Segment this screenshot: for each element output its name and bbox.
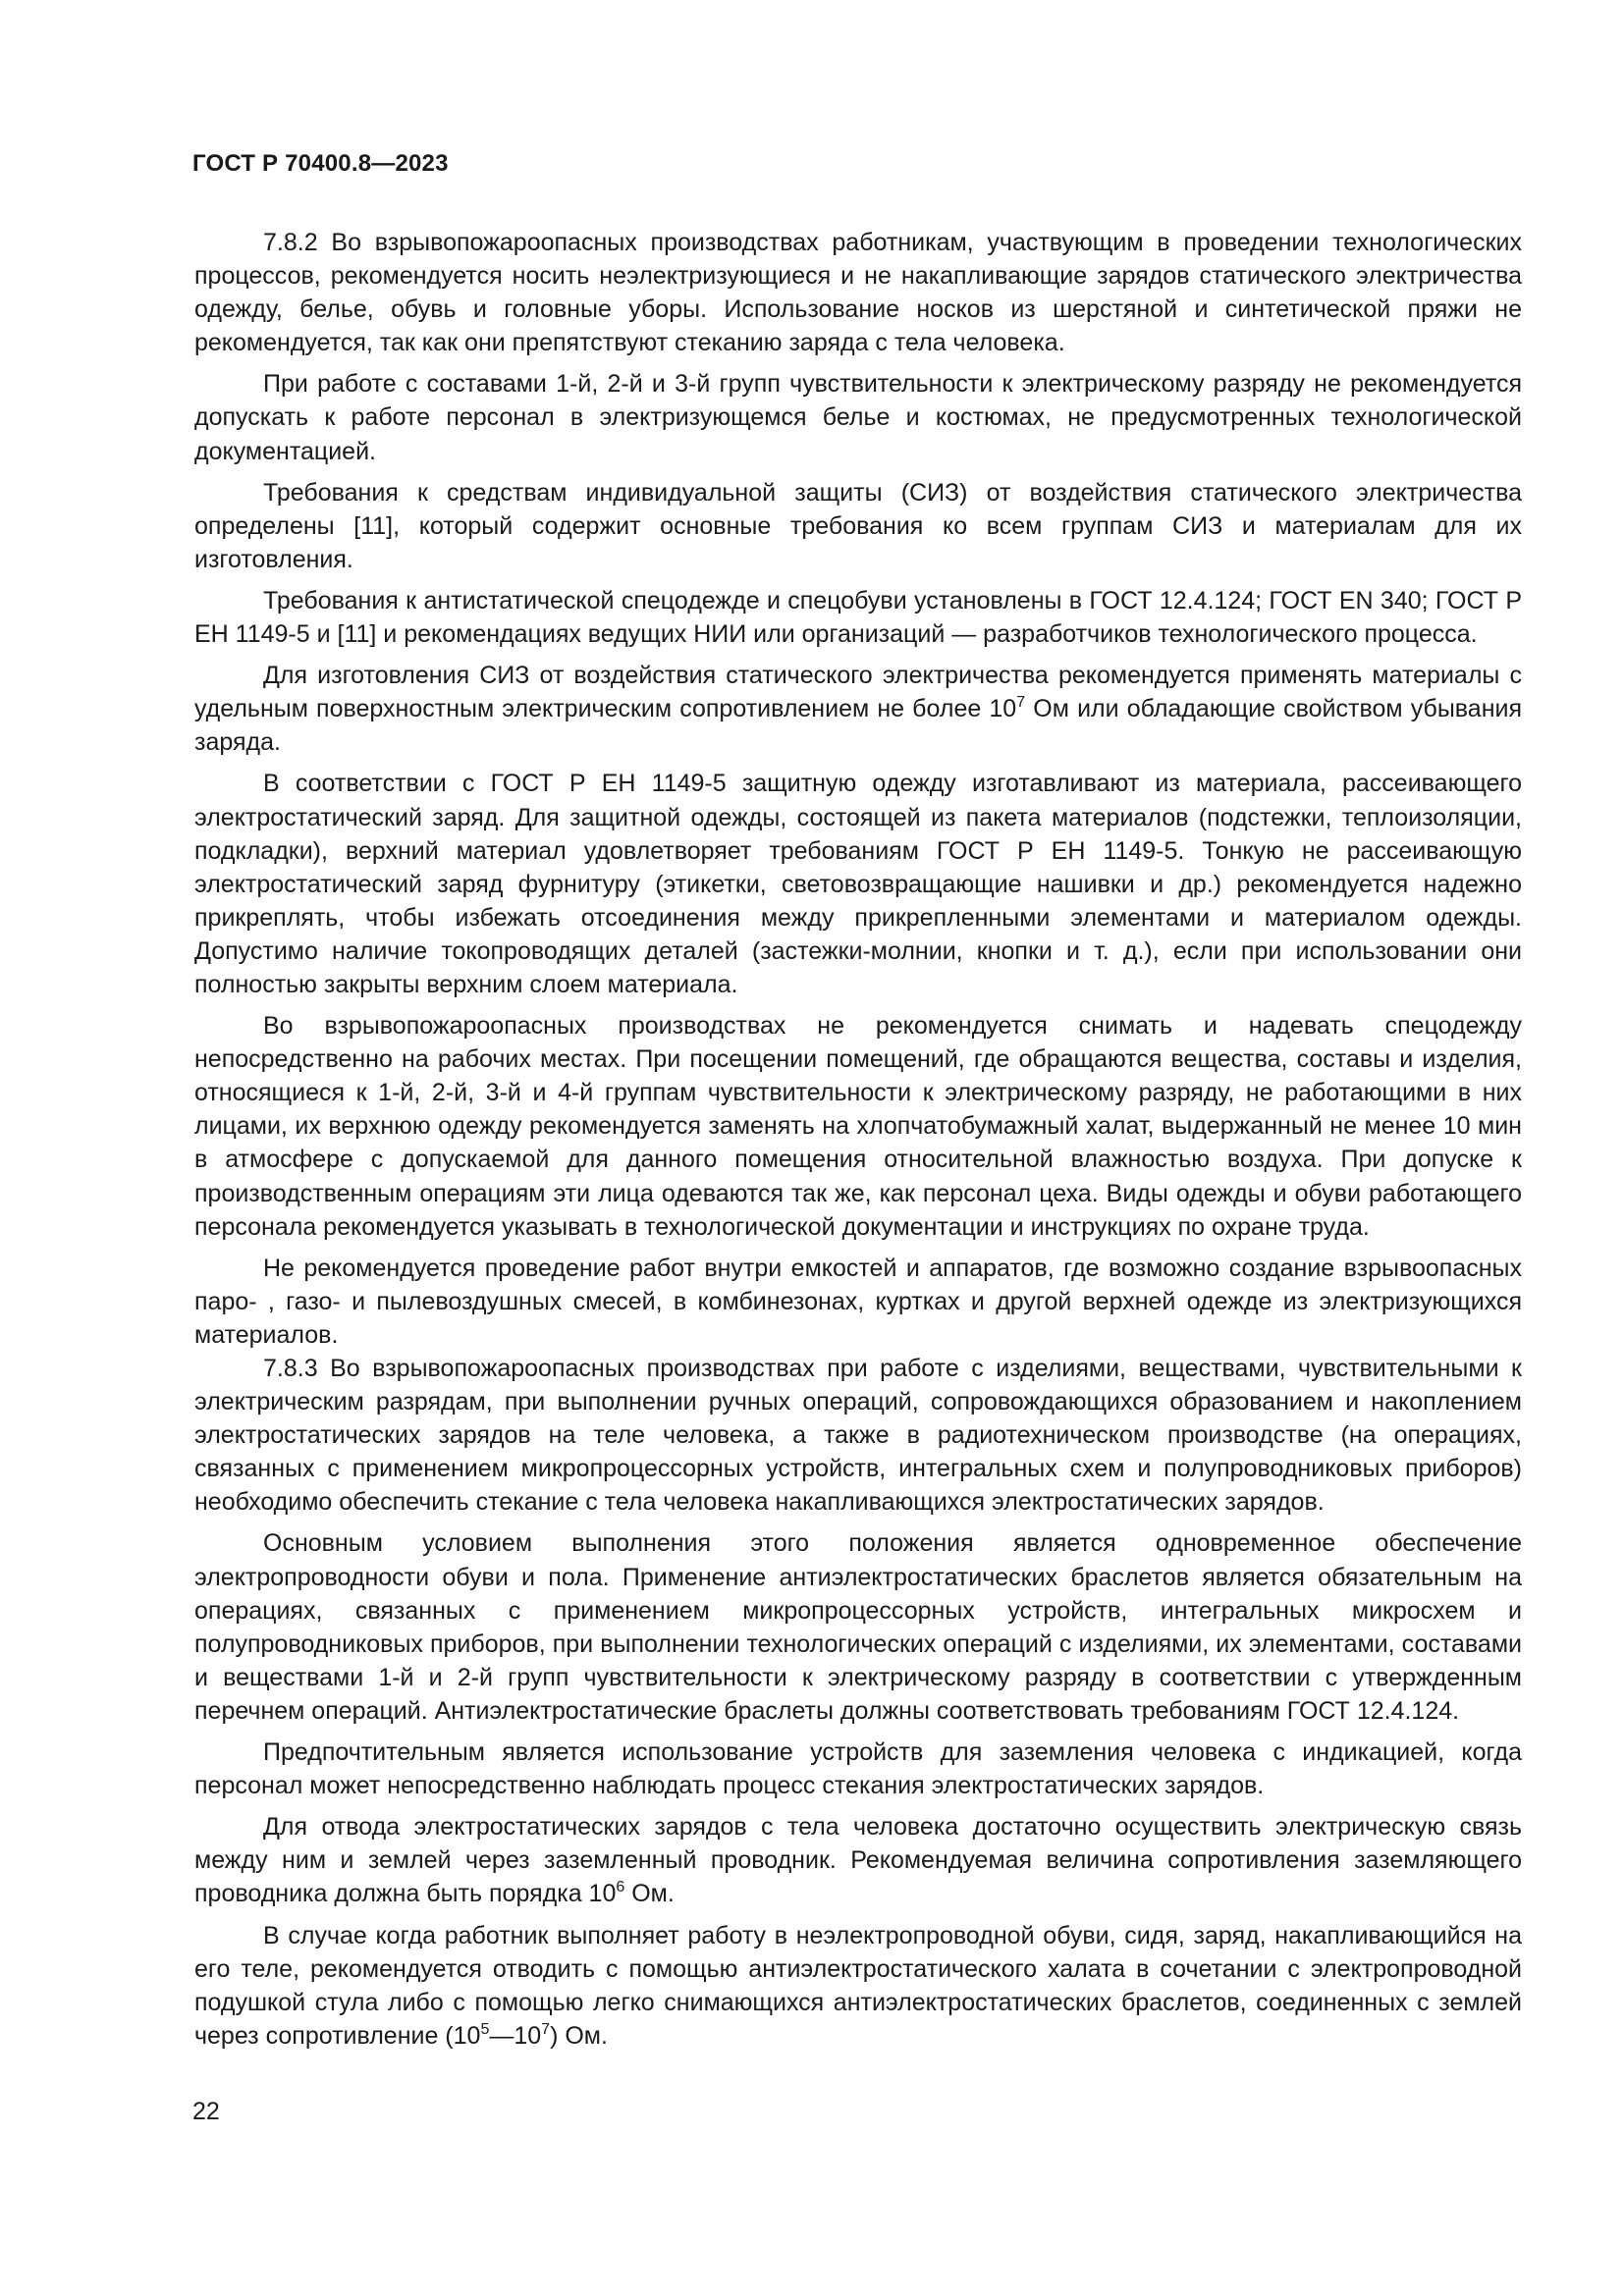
exponent: 6 [616,1879,625,1896]
paragraph: Во взрывопожароопасных производствах не рекомендуется снимать и надевать спецодежду непосредственно на рабочих местах. При посещении помещений, где обращаются вещества, составы и изделия, относящиеся к 1-й, 2-й, 3-й и 4-й группам чувствительности к электрическому разряду, не работающими в них лицами, их верхнюю одежду рекомендуется заменять на хлопчатобумажный халат, выдержанный не менее 10 мин в атмосфере с допускаемой для данного помещения относительной влажностью воздуха. При допуске к производственным операциям эти лица одеваются так же, как персонал цеха. Виды одежды и обуви работающего персонала рекомендуется указывать в технологической документации и инструкциях по охране труда. [194,1012,1522,1241]
paragraph-text: Ом или обладающие свойством убывания заряда. [194,695,1523,757]
paragraph: Не рекомендуется проведение работ внутри емкостей и аппаратов, где возможно создание взрывоопасных паро- , газо- и пылевоздушных смесей, в комбинезонах, куртках и другой верхней одежде из электризующихся материалов. [194,1254,1522,1349]
exponent: 5 [480,2020,490,2038]
paragraph: При работе с составами 1-й, 2-й и 3-й групп чувствительности к электрическому разряду не рекомендуется допускать к работе персонал в электризующемся белье и костюмах, не предусмотренных технологической документацией. [194,370,1522,465]
document-header-title: ГОСТ Р 70400.8—2023 [192,150,449,177]
paragraph-text: —10 [489,2021,542,2050]
paragraph-text: Для изготовления СИЗ от воздействия статического электричества рекомендуется применять материалы с удельным поверхностным электрическим сопротивлением не более 10 [194,662,1522,723]
exponent: 7 [541,2020,551,2038]
paragraph: 7.8.3 Во взрывопожароопасных производствах при работе с изделиями, веществами, чувствительными к электрическим разрядам, при выполнении ручных операций, сопровождающихся образованием и накоплением электростатических зарядов на теле человека, а также в радиотехническом производстве (на операциях, связанных с применением микропроцессорных устройств, интегральных схем и полупроводниковых приборов) необходимо обеспечить стекание с тела человека накапливающихся электростатических зарядов. [194,1355,1522,1517]
paragraph [194,659,1522,759]
paragraph-text: ) Ом. [550,2021,608,2050]
paragraph: Требования к средствам индивидуальной защиты (СИЗ) от воздействия статического электричества определены [11], который содержит основные требования ко всем группам СИЗ и материалам для их изготовления. [194,478,1522,573]
paragraph: Основным условием выполнения этого положения является одновременное обеспечение электропроводности обуви и пола. Применение антиэлектростатических браслетов является обязательным на операциях, связанных с применением микропроцессорных устройств, интегральных микросхем и полупроводниковых приборов, при выполнении технологических операций с изделиями, их элементами, составами и веществами 1-й и 2-й групп чувствительности к электрическому разряду в соответствии с утвержденным перечнем операций. Антиэлектростатические браслеты должны соответствовать требованиям ГОСТ 12.4.124. [194,1529,1522,1725]
paragraph: Предпочтительным является использование устройств для заземления человека с индикацией, когда персонал может непосредственно наблюдать процесс стекания электростатических зарядов. [194,1738,1522,1800]
paragraph-text: В случае когда работник выполняет работу в неэлектропроводной обуви, сидя, заряд, накапливающийся на его теле, рекомендуется отводить с помощью антиэлектростатического халата в сочетании с электропроводной подушкой стула либо с помощью легко снимающихся антиэлектростатических браслетов, соединенных с землей через сопротивление (10 [194,1921,1522,2050]
paragraph: Требования к антистатической спецодежде и спецобуви установлены в ГОСТ 12.4.124; ГОСТ EN 340; ГОСТ Р ЕН 1149-5 и [11] и рекомендациях ведущих НИИ или организаций — разработчиков технологического процесса. [194,586,1522,649]
document-body [194,226,1522,2053]
paragraph [194,1810,1522,1910]
paragraph: В соответствии с ГОСТ Р ЕН 1149-5 защитную одежду изготавливают из материала, рассеивающего электростатический заряд. Для защитной одежды, состоящей из пакета материалов (подстежки, теплоизоляции, подкладки), верхний материал удовлетворяет требованиям ГОСТ Р ЕН 1149-5. Тонкую не рассеивающую электростатический заряд фурнитуру (этикетки, световозвращающие нашивки и др.) рекомендуется надежно прикреплять, чтобы избежать отсоединения между прикрепленными элементами и материалом одежды. Допустимо наличие токопроводящих деталей (застежки-молнии, кнопки и т. д.), если при использовании они полностью закрыты верхним слоем материала. [194,770,1522,998]
paragraph-text: Ом. [624,1880,675,1908]
paragraph: 7.8.2 Во взрывопожароопасных производствах работникам, участвующим в проведении технологических процессов, рекомендуется носить неэлектризующиеся и не накапливающие зарядов статического электричества одежду, белье, обувь и головные уборы. Использование носков из шерстяной и синтетической пряжи не рекомендуется, так как они препятствуют стеканию заряда с тела человека. [194,229,1522,357]
page-number: 22 [192,2098,220,2125]
exponent: 7 [1016,694,1026,712]
paragraph [194,1919,1522,2053]
paragraph-text: Для отвода электростатических зарядов с тела человека достаточно осуществить электрическую связь между ним и землей через заземленный проводник. Рекомендуемая величина сопротивления заземляющего проводника должна быть порядка 10 [194,1813,1522,1908]
